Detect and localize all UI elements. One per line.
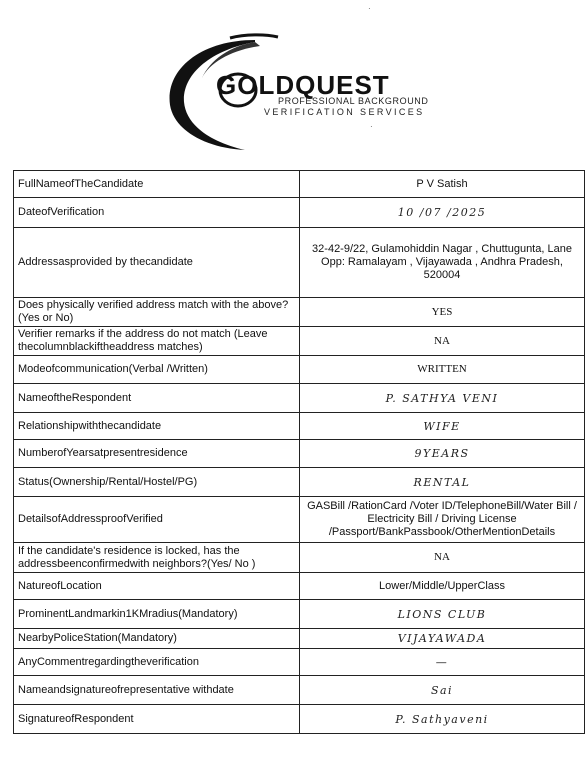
field-label: Verifier remarks if the address do not match (Leave thecolumnblackiftheaddress matches) [14,327,300,356]
field-value: Sai [300,676,585,705]
form-row [14,600,585,629]
field-label: If the candidate's residence is locked, has the addressbeenconfirmedwith neighbors?(Yes/ No ) [14,543,300,573]
field-value: — [300,649,585,676]
field-value: NA [300,543,585,573]
field-label: NumberofYearsatpresentresidence [14,440,300,468]
field-value: VIJAYAWADA [300,629,585,649]
form-row [14,327,585,356]
field-value: RENTAL [300,468,585,497]
field-value: 32-42-9/22, Gulamohiddin Nagar , Chuttugunta, Lane Opp: Ramalayam , Vijayawada , Andhra Pradesh, 520004 [300,228,585,298]
verification-form-table [13,170,585,734]
goldquest-logo [160,30,430,155]
field-value: LIONS CLUB [300,600,585,629]
field-label: Addressasprovided by thecandidate [14,228,300,298]
form-body [14,171,585,734]
field-value: 10 /07 /2025 [300,198,585,228]
form-row [14,629,585,649]
form-row [14,384,585,413]
form-row [14,171,585,198]
field-value: P. Sathyaveni [300,705,585,734]
scan-speck: · [370,122,373,131]
field-label: NearbyPoliceStation(Mandatory) [14,629,300,649]
field-value: NA [300,327,585,356]
field-label: Relationshipwiththecandidate [14,413,300,440]
form-row [14,649,585,676]
field-value: WIFE [300,413,585,440]
field-value: GASBill /RationCard /Voter ID/TelephoneBill/Water Bill / Electricity Bill / Driving License /Passport/BankPassbook/OtherMentionDetails [300,497,585,543]
form-row [14,228,585,298]
form-row [14,198,585,228]
field-value: YES [300,298,585,327]
form-row [14,468,585,497]
field-label: NatureofLocation [14,573,300,600]
field-value: P. SATHYA VENI [300,384,585,413]
field-label: DateofVerification [14,198,300,228]
form-row [14,356,585,384]
field-label: NameoftheRespondent [14,384,300,413]
form-row [14,497,585,543]
logo-tagline-1: PROFESSIONAL BACKGROUND [278,96,429,106]
field-value: Lower/Middle/UpperClass [300,573,585,600]
form-row [14,298,585,327]
form-row [14,440,585,468]
field-label: SignatureofRespondent [14,705,300,734]
logo-tagline-2: VERIFICATION SERVICES [264,107,425,117]
form-row [14,676,585,705]
field-label: FullNameofTheCandidate [14,171,300,198]
field-value: WRITTEN [300,356,585,384]
logo-wordmark: GOLDQUEST [216,70,390,100]
form-row [14,413,585,440]
field-value: P V Satish [300,171,585,198]
field-label: Modeofcommunication(Verbal /Written) [14,356,300,384]
field-label: Nameandsignatureofrepresentative withdate [14,676,300,705]
scan-speck: · [368,4,371,13]
field-label: Does physically verified address match with the above?(Yes or No) [14,298,300,327]
form-row [14,543,585,573]
field-label: DetailsofAddressproofVerified [14,497,300,543]
field-label: ProminentLandmarkin1KMradius(Mandatory) [14,600,300,629]
field-label: Status(Ownership/Rental/Hostel/PG) [14,468,300,497]
field-value: 9YEARS [300,440,585,468]
form-row [14,705,585,734]
form-row [14,573,585,600]
field-label: AnyCommentregardingtheverification [14,649,300,676]
